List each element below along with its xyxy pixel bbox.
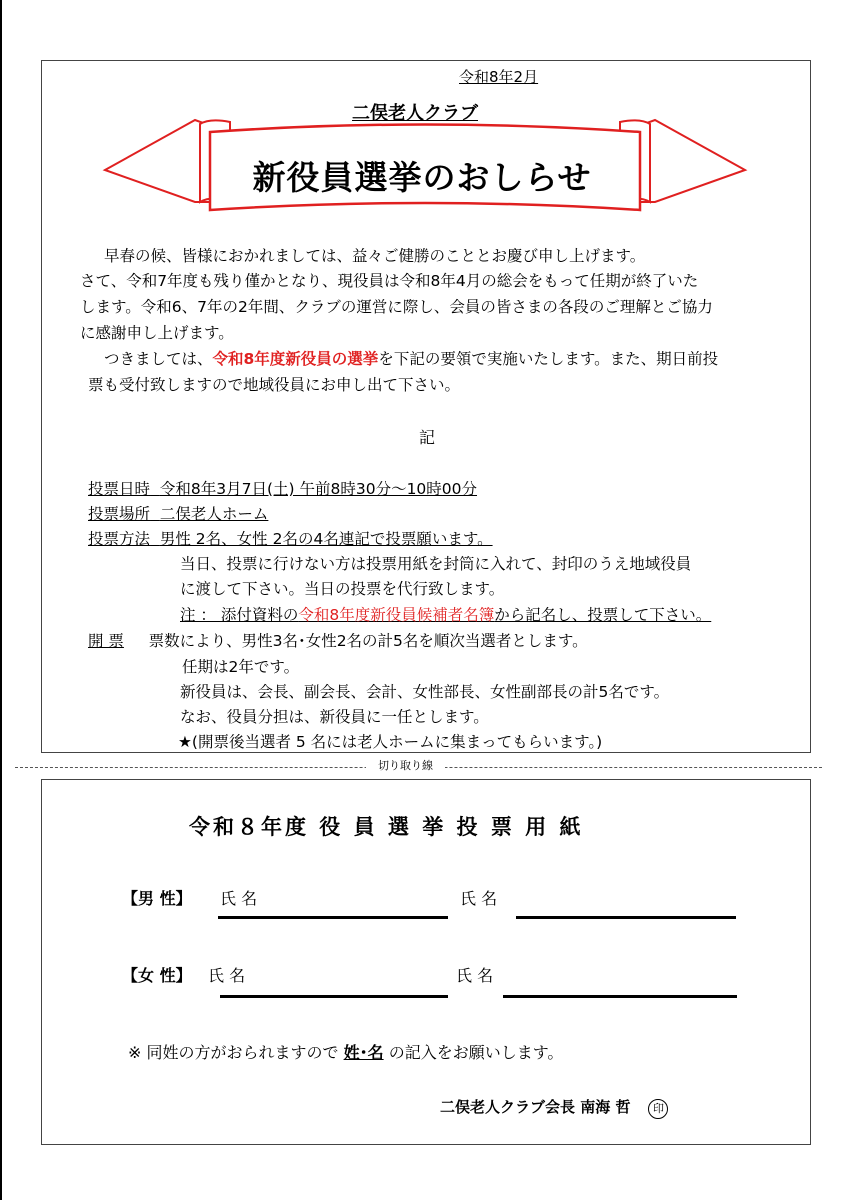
female-name-field-1[interactable] — [220, 995, 448, 998]
issue-date: 令和8年2月 — [459, 68, 539, 86]
female-name-label-2: 氏 名 — [456, 966, 494, 985]
seal-icon: 印 — [648, 1099, 668, 1119]
vote-place-row — [88, 502, 268, 524]
vote-method-note-1: 当日、投票に行けない方は投票用紙を封筒に入れて、封印のうえ地域役員 — [180, 555, 692, 573]
page-title: 新役員選挙のおしらせ — [252, 158, 592, 197]
body-line-3: します。令和6、7年の2年間、クラブの運営に際し、会員の皆さまの各段のご理解とご協力 — [80, 298, 713, 316]
ballot-note-emphasis: 姓･名 — [343, 1043, 384, 1062]
body-line-2: さて、令和7年度も残り僅かとなり、現役員は令和8年4月の総会をもって任期が終了いた — [80, 272, 699, 290]
vote-method-row — [88, 527, 493, 549]
ballot-note — [128, 1040, 563, 1063]
body-line-5 — [104, 347, 718, 369]
ballot-note-pre: ※ 同姓の方がおられますので — [128, 1043, 344, 1062]
body-line-5-pre: つきましては、 — [104, 350, 213, 368]
vote-method-label: 投票方法 — [88, 530, 151, 548]
body-line-5-post: を下記の要領で実施いたします。また、期日前投 — [378, 350, 719, 368]
caution-pre: 注 ： 添付資料の — [180, 606, 299, 624]
count-note-2: 新役員は、会長、副会長、会計、女性部長、女性副部長の計5名です。 — [180, 683, 670, 701]
male-name-field-1[interactable] — [218, 916, 448, 919]
candidate-list-ref: 令和8年度新役員候補者名簿 — [298, 606, 495, 624]
body-line-6: 票も受付致しますので地域役員にお申し出て下さい。 — [88, 376, 461, 394]
ballot-title: 令和８年度 役 員 選 挙 投 票 用 紙 — [189, 815, 584, 839]
count-value: 票数により、男性3名･女性2名の計5名を順次当選者とします。 — [148, 632, 588, 650]
count-note-4: ★(開票後当選者 5 名には老人ホームに集まってもらいます。) — [178, 733, 603, 751]
ki-heading: 記 — [419, 428, 436, 447]
election-highlight: 令和8年度新役員の選挙 — [212, 350, 379, 368]
male-name-label-2: 氏 名 — [460, 889, 498, 908]
club-name: 二俣老人クラブ — [352, 103, 478, 124]
body-line-1: 早春の候、皆様におかれましては、益々ご健勝のこととお慶び申し上げます。 — [104, 247, 646, 265]
female-name-label-1: 氏 名 — [208, 966, 246, 985]
caution-line — [180, 603, 711, 625]
female-name-field-2[interactable] — [503, 995, 737, 998]
body-line-4: に感謝申し上げます。 — [80, 324, 234, 342]
count-note-1: 任期は2年です。 — [182, 658, 300, 676]
vote-method-value: 男性 2名、女性 2名の4名連記で投票願います。 — [159, 530, 493, 548]
vote-date-value: 令和8年3月7日(土) 午前8時30分～10時00分 — [159, 480, 478, 498]
vote-place-label: 投票場所 — [88, 505, 151, 523]
cut-label: 切り取り線 — [366, 757, 445, 773]
male-name-field-2[interactable] — [516, 916, 736, 919]
count-note-3: なお、役員分担は、新役員に一任とします。 — [180, 708, 489, 726]
vote-date-row — [88, 477, 477, 499]
count-row — [88, 629, 588, 651]
caution-post: から記名し、投票して下さい。 — [494, 606, 712, 624]
vote-method-note-2: に渡して下さい。当日の投票を代行致します。 — [180, 580, 505, 598]
count-label: 開 票 — [88, 632, 124, 650]
president-signature — [440, 1096, 668, 1119]
female-label: 【女 性】 — [122, 966, 192, 985]
male-name-label-1: 氏 名 — [220, 889, 258, 908]
male-label: 【男 性】 — [122, 889, 192, 908]
vote-place-value: 二俣老人ホーム — [159, 505, 269, 523]
vote-date-label: 投票日時 — [88, 480, 151, 498]
president-name: 二俣老人クラブ会長 南海 哲 — [440, 1098, 631, 1116]
ballot-note-post: の記入をお願いします。 — [383, 1043, 564, 1062]
